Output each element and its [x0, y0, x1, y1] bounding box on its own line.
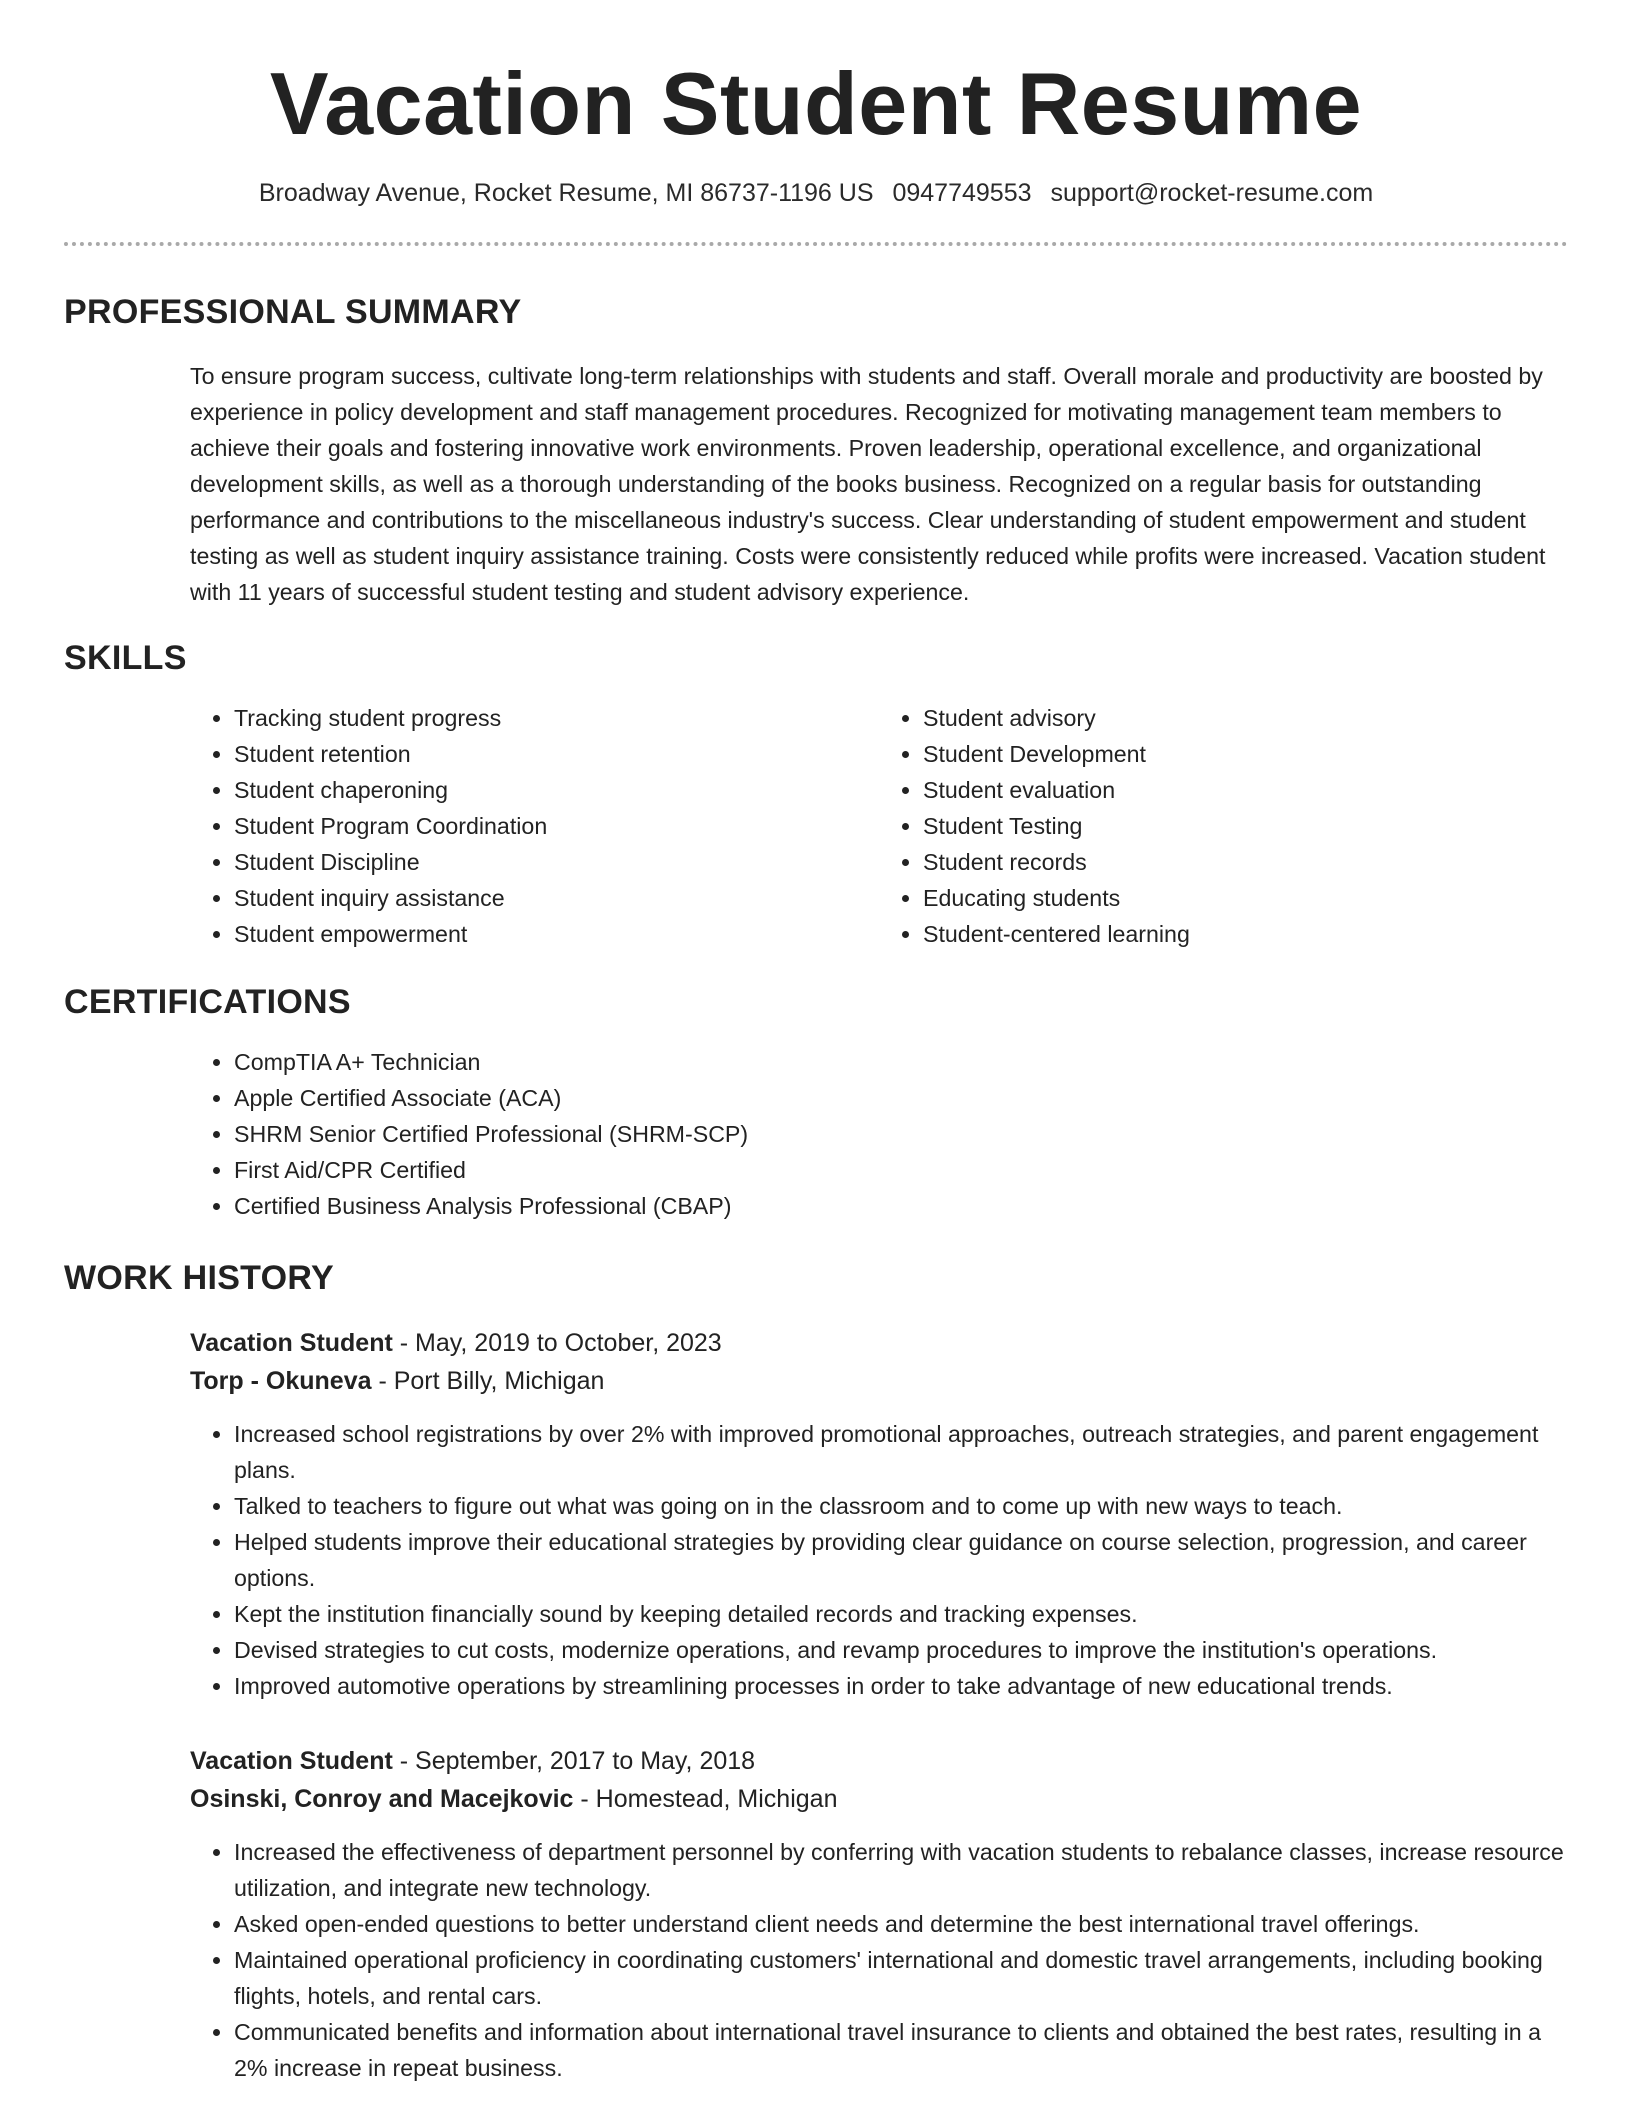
certification-item: • CompTIA A+ Technician: [234, 1044, 1568, 1080]
job-title-line: [190, 1324, 1568, 1362]
contact-line: [64, 176, 1568, 210]
job-title: Vacation Student: [190, 1329, 393, 1357]
job-bullet: • Asked open-ended questions to better understand client needs and determine the best international travel offerings.: [234, 1906, 1568, 1942]
summary-heading: PROFESSIONAL SUMMARY: [64, 293, 522, 331]
skill-item: • Student advisory: [923, 700, 1568, 736]
job-bullet: • Talked to teachers to figure out what was going on in the classroom and to come up with new ways to teach.: [234, 1488, 1568, 1524]
job-bullets: [190, 1416, 1568, 1704]
contact-email: support@rocket-resume.com: [1050, 179, 1374, 207]
skill-item: • Student Testing: [923, 808, 1568, 844]
job-company: Osinski, Conroy and Macejkovic: [190, 1785, 574, 1813]
certifications-heading: CERTIFICATIONS: [64, 983, 351, 1021]
skill-item: • Tracking student progress: [234, 700, 879, 736]
summary-text: To ensure program success, cultivate long-term relationships with students and staff. Overall morale and productivity are boosted by experience in policy development and staff management procedures. Recognized for motivating management team members to achieve their goals and fostering innovative work environments. Proven leadership, operational excellence, and organizational development skills, as well as a thorough understanding of the books business. Recognized on a regular basis for outstanding performance and contributions to the miscellaneous industry's success. Clear understanding of student empowerment and student testing as well as student inquiry assistance training. Costs were consistently reduced while profits were increased. Vacation student with 11 years of successful student testing and student advisory experience.: [190, 363, 1546, 605]
skills-heading: SKILLS: [64, 639, 187, 677]
job-bullets: [190, 1834, 1568, 2086]
job-location: - Homestead, Michigan: [573, 1785, 838, 1813]
skill-item: • Student retention: [234, 736, 879, 772]
job-dates: - September, 2017 to May, 2018: [392, 1747, 756, 1775]
job-bullet: • Kept the institution financially sound by keeping detailed records and tracking expenses.: [234, 1596, 1568, 1632]
certification-item: • Certified Business Analysis Professional (CBAP): [234, 1188, 1568, 1224]
skills-column-left: [190, 700, 879, 952]
skill-item: • Student chaperoning: [234, 772, 879, 808]
job-bullet: • Increased the effectiveness of department personnel by conferring with vacation students to rebalance classes, increase resource utilization, and integrate new technology.: [234, 1834, 1568, 1906]
job-entry: [190, 1742, 1568, 2086]
resume-title: Vacation Student Resume: [269, 54, 1363, 153]
skill-item: • Student Program Coordination: [234, 808, 879, 844]
certification-item: • First Aid/CPR Certified: [234, 1152, 1568, 1188]
job-dates: - May, 2019 to October, 2023: [392, 1329, 722, 1357]
certifications-list: [190, 1044, 1568, 1224]
job-company-line: [190, 1362, 1568, 1400]
skill-item: • Student empowerment: [234, 916, 879, 952]
skills-list: [190, 700, 1568, 952]
skill-item: • Student evaluation: [923, 772, 1568, 808]
job-bullet: • Devised strategies to cut costs, modernize operations, and revamp procedures to improve the institution's operations.: [234, 1632, 1568, 1668]
skills-column-right: [879, 700, 1568, 952]
work-history-heading: WORK HISTORY: [64, 1259, 334, 1297]
certification-item: • SHRM Senior Certified Professional (SHRM-SCP): [234, 1116, 1568, 1152]
job-title: Vacation Student: [190, 1747, 393, 1775]
skill-item: • Student Development: [923, 736, 1568, 772]
job-bullet: • Improved automotive operations by streamlining processes in order to take advantage of new educational trends.: [234, 1668, 1568, 1704]
job-location: - Port Billy, Michigan: [371, 1367, 605, 1395]
job-company-line: [190, 1780, 1568, 1818]
job-bullet: • Increased school registrations by over 2% with improved promotional approaches, outreach strategies, and parent engagement plans.: [234, 1416, 1568, 1488]
contact-phone: 0947749553: [892, 179, 1032, 207]
skill-item: • Student Discipline: [234, 844, 879, 880]
job-bullet: • Helped students improve their educational strategies by providing clear guidance on course selection, progression, and career options.: [234, 1524, 1568, 1596]
job-title-line: [190, 1742, 1568, 1780]
skill-item: • Student records: [923, 844, 1568, 880]
job-bullet: • Communicated benefits and information about international travel insurance to clients and obtained the best rates, resulting in a 2% increase in repeat business.: [234, 2014, 1568, 2086]
job-bullet: • Maintained operational proficiency in coordinating customers' international and domestic travel arrangements, including booking flights, hotels, and rental cars.: [234, 1942, 1568, 2014]
job-company: Torp - Okuneva: [190, 1367, 372, 1395]
skill-item: • Educating students: [923, 880, 1568, 916]
header-divider: [64, 242, 1568, 246]
contact-address: Broadway Avenue, Rocket Resume, MI 86737-1196 US: [258, 179, 874, 207]
skill-item: • Student-centered learning: [923, 916, 1568, 952]
skill-item: • Student inquiry assistance: [234, 880, 879, 916]
job-entry: [190, 1324, 1568, 1704]
certifications-items: [190, 1044, 1568, 1224]
certification-item: • Apple Certified Associate (ACA): [234, 1080, 1568, 1116]
